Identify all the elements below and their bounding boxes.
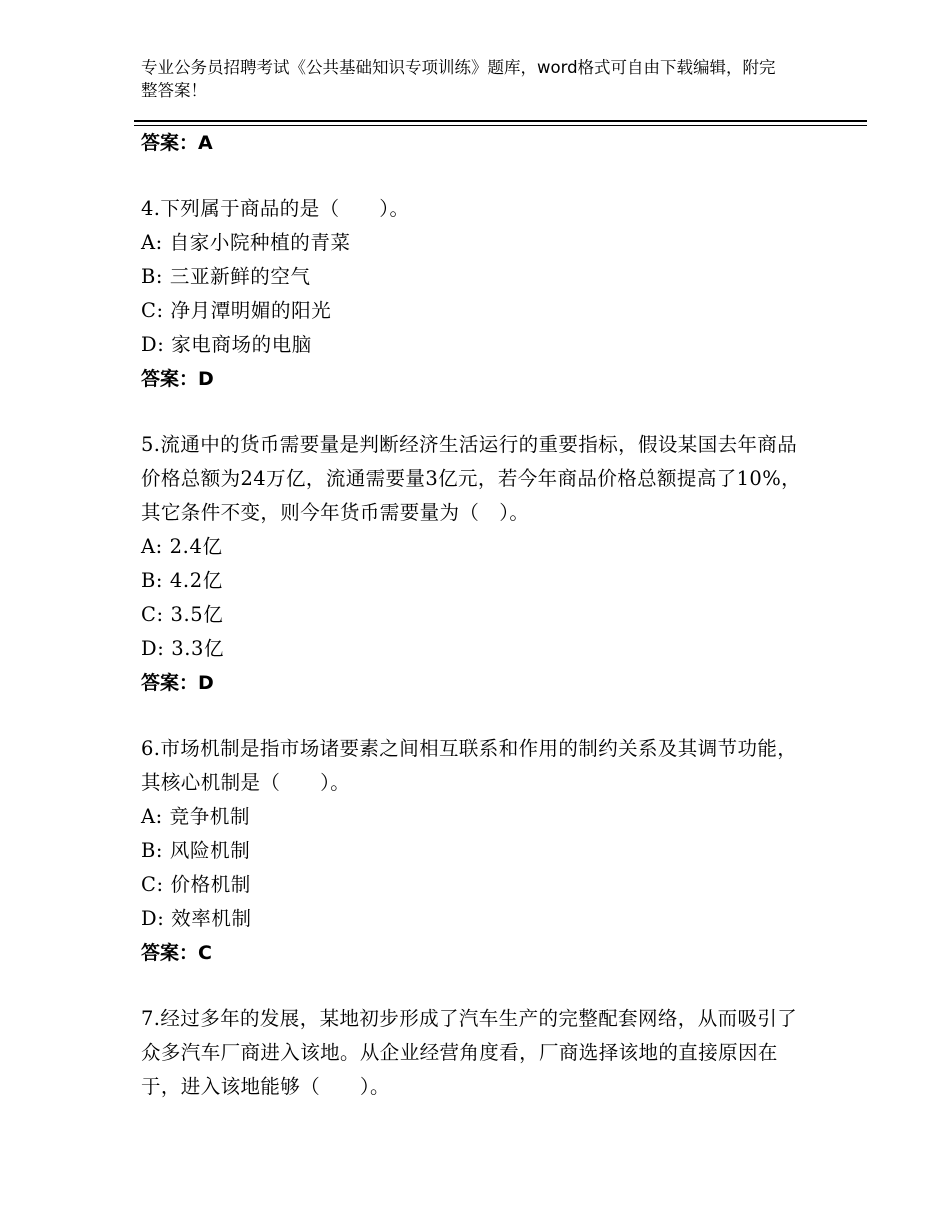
question-stem: 4.下列属于商品的是（ ）。 [141,197,410,220]
question-5 [141,428,811,700]
option-d: D: 效率机制 [141,907,252,930]
header-text: 专业公务员招聘考试《公共基础知识专项训练》题库，word格式可自由下载编辑，附完整答案！ [141,58,776,100]
answer-line: 答案：D [141,672,214,694]
option-d: D: 家电商场的电脑 [141,333,312,356]
previous-answer: 答案：A [141,132,213,154]
option-b: B: 风险机制 [141,839,251,862]
question-stem: 6.市场机制是指市场诸要素之间相互联系和作用的制约关系及其调节功能，其核心机制是（ ）。 [141,737,798,794]
question-4 [141,192,811,396]
option-c: C: 价格机制 [141,873,251,896]
answer-line: 答案：D [141,368,214,390]
answer-line: 答案：C [141,942,212,964]
option-b: B: 4.2亿 [141,569,223,592]
document-header [141,56,791,102]
option-b: B: 三亚新鲜的空气 [141,265,311,288]
option-c: C: 净月潭明媚的阳光 [141,299,332,322]
option-a: A: 自家小院种植的青菜 [141,231,351,254]
question-stem: 7.经过多年的发展，某地初步形成了汽车生产的完整配套网络，从而吸引了众多汽车厂商进入该地。从企业经营角度看，厂商选择该地的直接原因在于，进入该地能够（ ）。 [141,1007,798,1098]
option-c: C: 3.5亿 [141,603,224,626]
option-a: A: 竞争机制 [141,805,251,828]
question-6 [141,732,811,970]
option-d: D: 3.3亿 [141,637,225,660]
option-a: A: 2.4亿 [141,535,223,558]
question-content [141,126,811,1104]
question-7 [141,1002,811,1104]
question-stem: 5.流通中的货币需要量是判断经济生活运行的重要指标，假设某国去年商品价格总额为24万亿，流通需要量3亿元，若今年商品价格总额提高了10%，其它条件不变，则今年货币需要量为（ ）。 [141,433,802,524]
header-divider-thick [134,120,867,122]
